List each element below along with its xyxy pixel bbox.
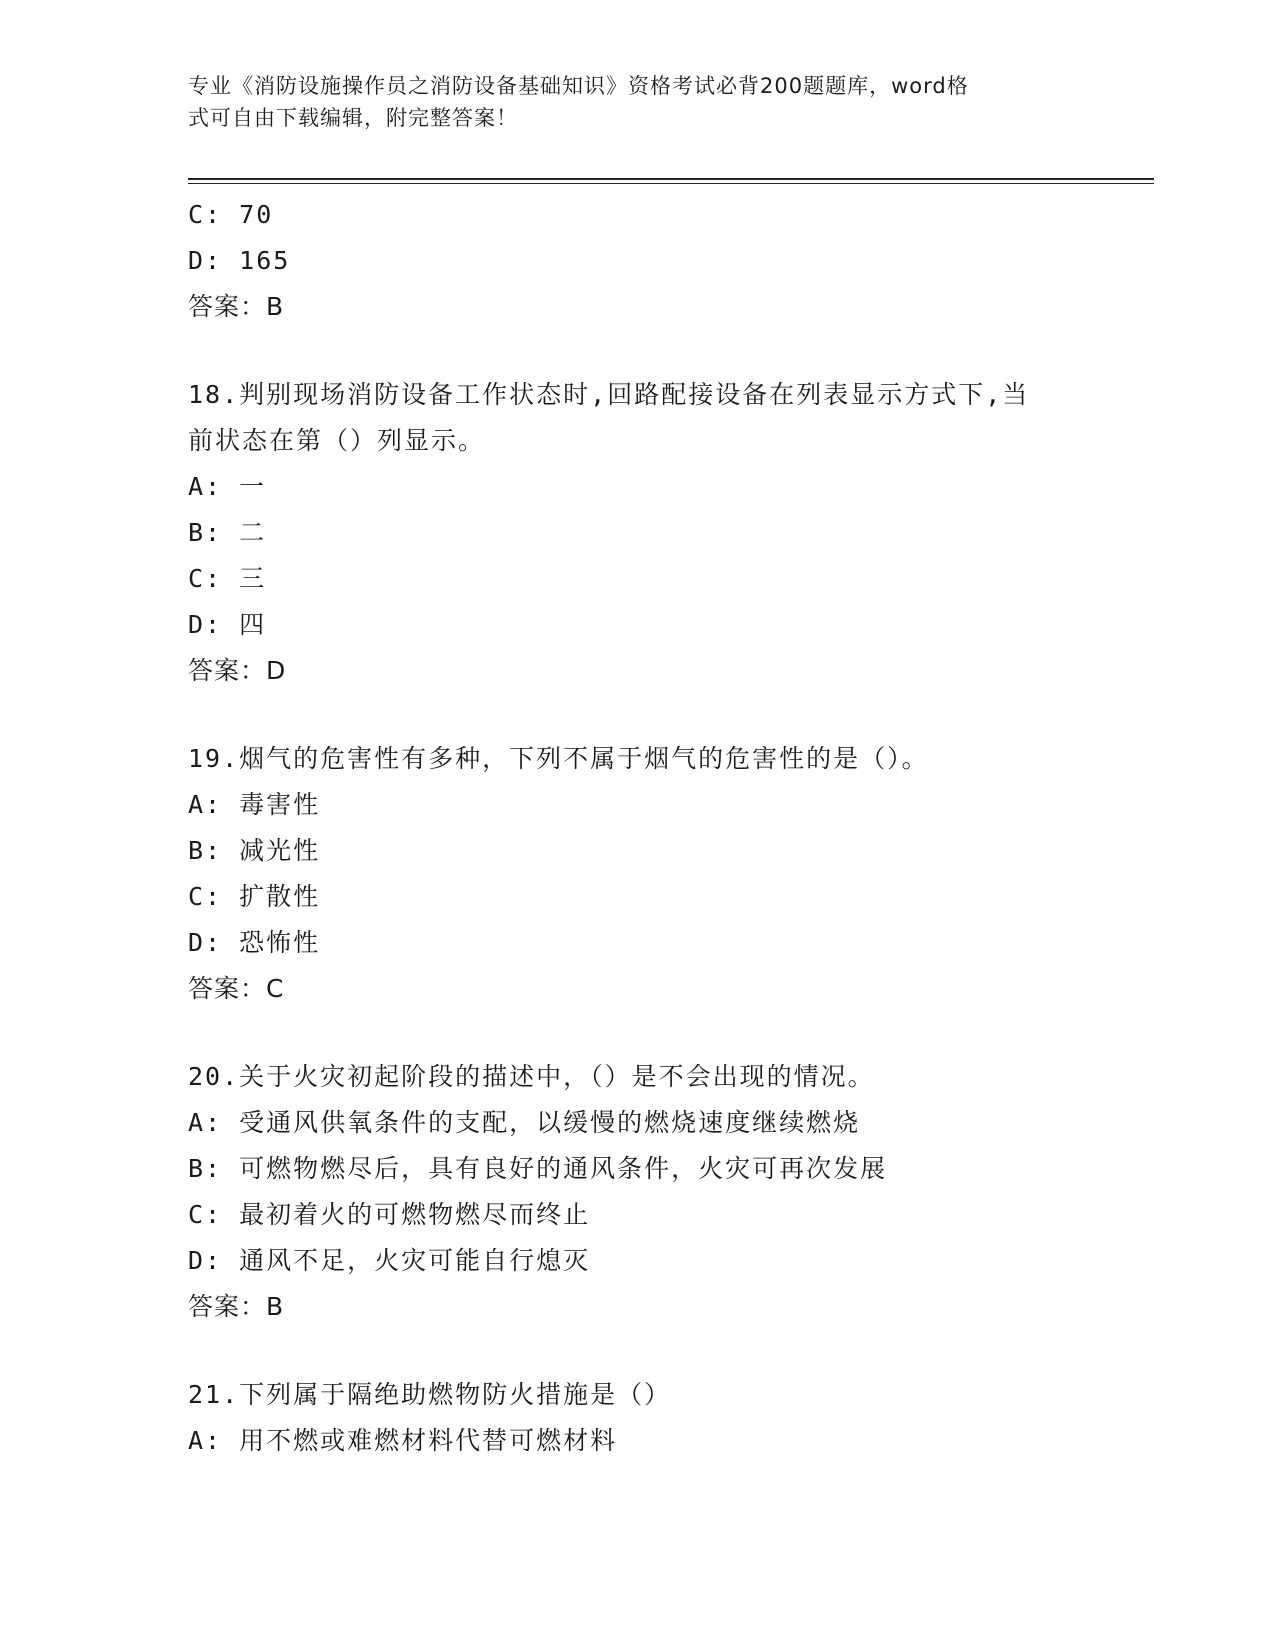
option-d: D: 四 bbox=[188, 610, 267, 639]
option-b: B: 二 bbox=[188, 518, 267, 547]
option-c: C: 70 bbox=[188, 200, 274, 229]
question-stem: 19.烟气的危害性有多种，下列不属于烟气的危害性的是（）。 bbox=[188, 744, 929, 773]
question-stem-line-1: 18.判别现场消防设备工作状态时,回路配接设备在列表显示方式下,当 bbox=[188, 380, 1030, 409]
header-divider-thick bbox=[188, 178, 1154, 180]
option-a: A: 用不燃或难燃材料代替可燃材料 bbox=[188, 1426, 618, 1455]
option-c: C: 最初着火的可燃物燃尽而终止 bbox=[188, 1200, 591, 1229]
question-17-tail bbox=[188, 192, 1088, 330]
option-a: A: 毒害性 bbox=[188, 790, 321, 819]
question-19 bbox=[188, 736, 1088, 1012]
answer: 答案：B bbox=[188, 292, 285, 321]
question-18 bbox=[188, 372, 1088, 694]
option-d: D: 恐怖性 bbox=[188, 928, 321, 957]
option-b: B: 减光性 bbox=[188, 836, 321, 865]
question-21 bbox=[188, 1372, 1088, 1464]
question-stem: 20.关于火灾初起阶段的描述中，（）是不会出现的情况。 bbox=[188, 1062, 875, 1091]
option-d: D: 165 bbox=[188, 246, 291, 275]
option-a: A: 受通风供氧条件的支配，以缓慢的燃烧速度继续燃烧 bbox=[188, 1108, 861, 1137]
option-a: A: 一 bbox=[188, 472, 267, 501]
question-20 bbox=[188, 1054, 1088, 1330]
question-list bbox=[188, 192, 1088, 1464]
document-header bbox=[188, 70, 1068, 134]
question-stem-line-2: 前状态在第（）列显示。 bbox=[188, 426, 486, 455]
answer: 答案：D bbox=[188, 656, 287, 685]
header-divider-thin bbox=[188, 183, 1154, 184]
question-stem: 21.下列属于隔绝助燃物防火措施是（） bbox=[188, 1380, 672, 1409]
answer: 答案：B bbox=[188, 1292, 285, 1321]
option-c: C: 扩散性 bbox=[188, 882, 321, 911]
header-title-line-2: 式可自由下载编辑，附完整答案！ bbox=[188, 106, 518, 130]
answer: 答案：C bbox=[188, 974, 285, 1003]
option-c: C: 三 bbox=[188, 564, 267, 593]
option-b: B: 可燃物燃尽后，具有良好的通风条件，火灾可再次发展 bbox=[188, 1154, 888, 1183]
option-d: D: 通风不足，火灾可能自行熄灭 bbox=[188, 1246, 591, 1275]
header-title-line-1: 专业《消防设施操作员之消防设备基础知识》资格考试必背200题题库，word格 bbox=[188, 74, 969, 98]
